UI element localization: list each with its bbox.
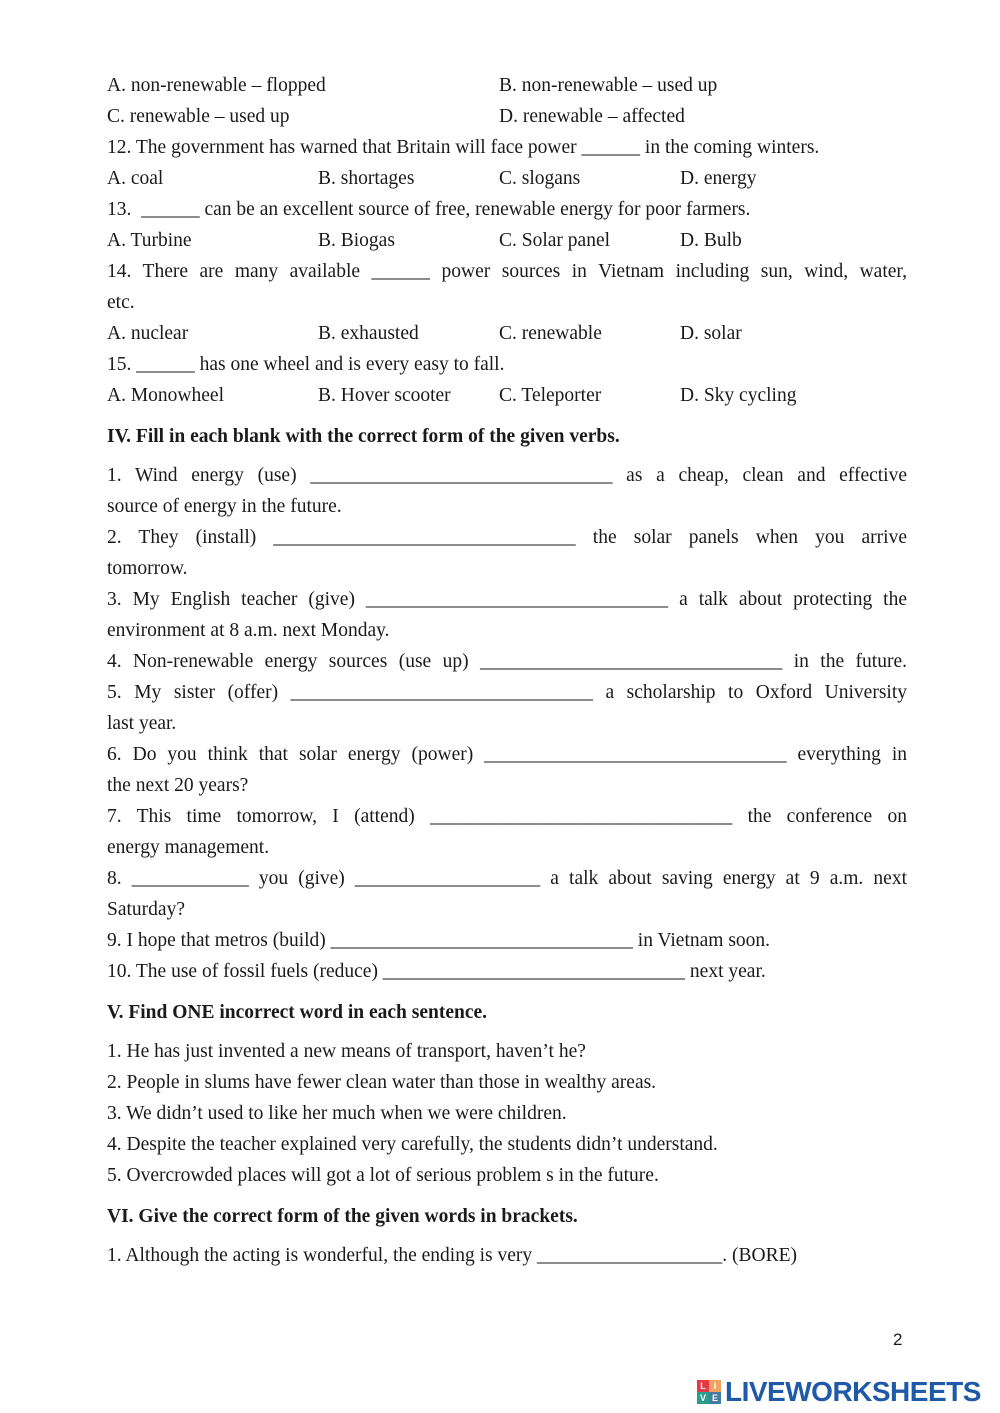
s4-line: 8. ____________ you (give) ___________________ a talk about saving energy at 9 a.m. next	[107, 868, 907, 889]
q14-option-d: D. solar	[680, 323, 742, 344]
s4-line: the next 20 years?	[107, 775, 249, 796]
q11-option-a: A. non-renewable – flopped	[107, 75, 326, 96]
s4-line: 7. This time tomorrow, I (attend) _______________________________ the conference on	[107, 806, 907, 827]
s5-line: 2. People in slums have fewer clean water than those in wealthy areas.	[107, 1072, 657, 1093]
liveworksheets-logo-icon	[697, 1380, 721, 1404]
q15-option-c: C. Teleporter	[499, 385, 602, 406]
section-6-heading: VI. Give the correct form of the given words in brackets.	[107, 1206, 578, 1227]
q12-options	[107, 163, 907, 194]
q14-stem-line-2: etc.	[107, 292, 135, 313]
q14-options	[107, 318, 907, 349]
section-4-heading: IV. Fill in each blank with the correct form of the given verbs.	[107, 426, 620, 447]
s5-line: 1. He has just invented a new means of transport, haven’t he?	[107, 1041, 586, 1062]
q12-stem: 12. The government has warned that Britain will face power ______ in the coming winters.	[107, 137, 820, 158]
s6-line: 1. Although the acting is wonderful, the ending is very ___________________. (BORE)	[107, 1245, 798, 1266]
s4-line: tomorrow.	[107, 558, 188, 579]
q11-option-c: C. renewable – used up	[107, 106, 290, 127]
q13-option-c: C. Solar panel	[499, 230, 611, 251]
section-5-heading: V. Find ONE incorrect word in each sentence.	[107, 1002, 488, 1023]
q14-option-a: A. nuclear	[107, 323, 189, 344]
q13-stem: 13. ______ can be an excellent source of free, renewable energy for poor farmers.	[107, 199, 751, 220]
s4-line: last year.	[107, 713, 177, 734]
s4-line: energy management.	[107, 837, 270, 858]
q12-option-c: C. slogans	[499, 168, 581, 189]
q11-options-row-1	[107, 70, 907, 101]
q12-option-a: A. coal	[107, 168, 164, 189]
worksheet-content	[107, 70, 907, 1271]
s4-line: 6. Do you think that solar energy (power) _______________________________ everything in	[107, 744, 907, 765]
liveworksheets-wordmark: LIVEWORKSHEETS	[725, 1376, 981, 1407]
s4-line: source of energy in the future.	[107, 496, 342, 517]
q12-option-b: B. shortages	[318, 168, 415, 189]
q15-stem: 15. ______ has one wheel and is every easy to fall.	[107, 354, 505, 375]
q14-option-c: C. renewable	[499, 323, 602, 344]
q13-option-a: A. Turbine	[107, 230, 192, 251]
logo-letter: I	[709, 1380, 721, 1392]
logo-letter: E	[709, 1392, 721, 1404]
s5-line: 4. Despite the teacher explained very carefully, the students didn’t understand.	[107, 1134, 718, 1155]
q15-options	[107, 380, 907, 411]
page-number: 2	[893, 1330, 903, 1349]
s4-line: 1. Wind energy (use) _______________________________ as a cheap, clean and effective	[107, 465, 907, 486]
liveworksheets-logo	[697, 1376, 981, 1408]
q11-option-d: D. renewable – affected	[499, 106, 685, 127]
s4-line: 3. My English teacher (give) _______________________________ a talk about protecting the	[107, 589, 907, 610]
q11-option-b: B. non-renewable – used up	[499, 75, 718, 96]
q13-option-b: B. Biogas	[318, 230, 395, 251]
s5-line: 3. We didn’t used to like her much when we were children.	[107, 1103, 567, 1124]
s4-line: environment at 8 a.m. next Monday.	[107, 620, 390, 641]
s4-line: 9. I hope that metros (build) _______________________________ in Vietnam soon.	[107, 930, 771, 951]
q13-option-d: D. Bulb	[680, 230, 742, 251]
logo-letter: L	[697, 1380, 709, 1392]
q15-option-d: D. Sky cycling	[680, 385, 797, 406]
q14-option-b: B. exhausted	[318, 323, 419, 344]
q12-option-d: D. energy	[680, 168, 757, 189]
s4-line: Saturday?	[107, 899, 185, 920]
q11-options-row-2	[107, 101, 907, 132]
s4-line: 4. Non-renewable energy sources (use up) _______________________________ in the future.	[107, 651, 907, 672]
s4-line: 2. They (install) _______________________________ the solar panels when you arrive	[107, 527, 907, 548]
logo-letter: V	[697, 1392, 709, 1404]
q14-stem-line-1: 14. There are many available ______ power sources in Vietnam including sun, wind, water,	[107, 261, 907, 282]
q15-option-b: B. Hover scooter	[318, 385, 451, 406]
s4-line: 10. The use of fossil fuels (reduce) _______________________________ next year.	[107, 961, 766, 982]
q13-options	[107, 225, 907, 256]
s4-line: 5. My sister (offer) _______________________________ a scholarship to Oxford University	[107, 682, 907, 703]
s5-line: 5. Overcrowded places will got a lot of serious problem s in the future.	[107, 1165, 659, 1186]
q15-option-a: A. Monowheel	[107, 385, 224, 406]
